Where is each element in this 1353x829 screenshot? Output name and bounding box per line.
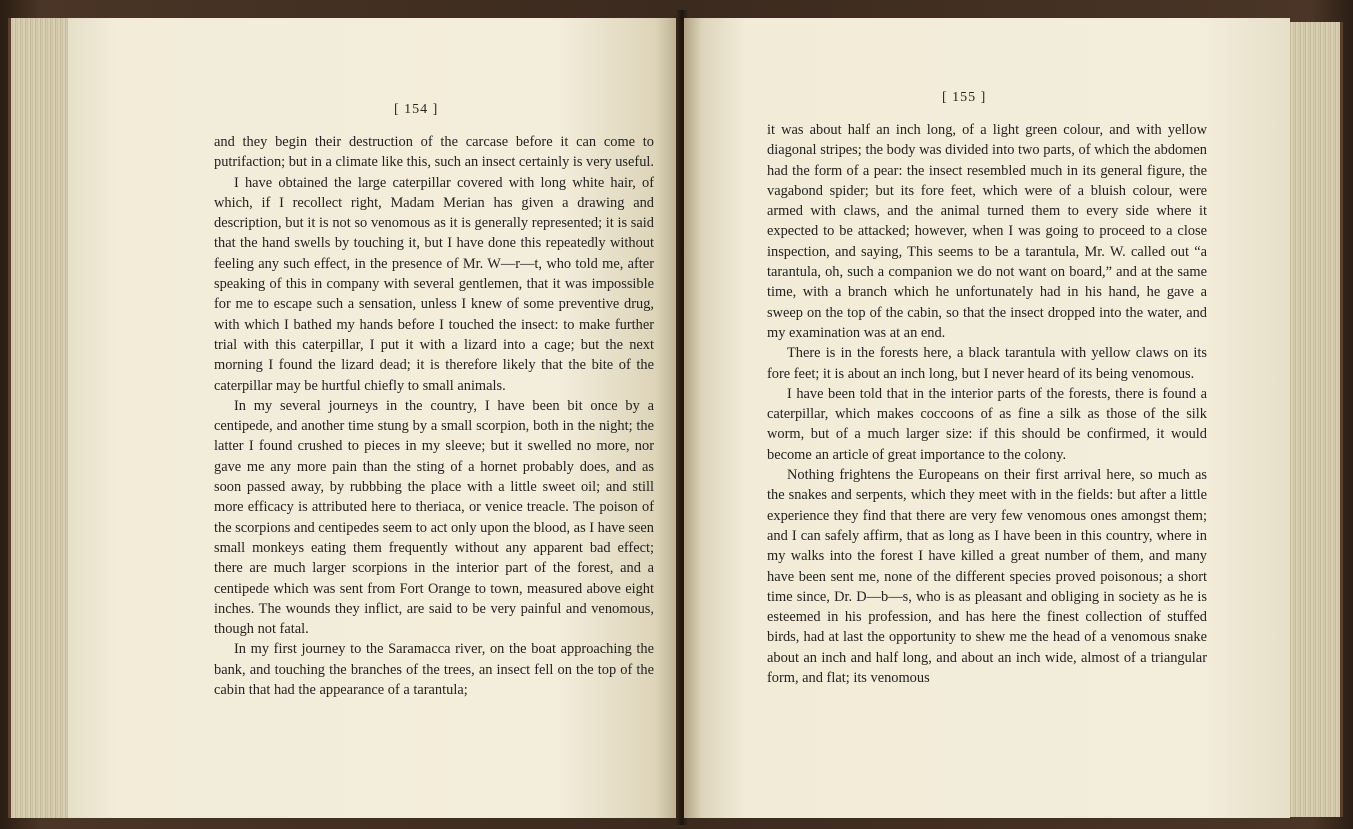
left-page-number: [ 154 ] <box>394 102 439 117</box>
left-paragraph-3: In my several journeys in the country, I have been bit once by a centipede, and another time stung by a small scorpion, both in the night; the latter I found crushed to pieces in my sleeve; but it swelled no more, nor gave me any more pain than the sting of a hornet probably does, and as soon passed away, by rubbbing the place with a little sweet oil; and still more efficacy is attributed here to theriaca, or venice treacle. The poison of the scorpions and centipedes seem to act only upon the blood, as I have seen small monkeys eating them frequently without any apparent bad effect; there are much larger scorpions in the interior part of the forest, and a centipede which was sent from Fort Orange to town, measured above eight inches. The wounds they inflict, are said to be very painful and venomous, though not fatal. <box>214 397 654 638</box>
right-paragraph-4: Nothing frightens the Europeans on their first arrival here, so much as the snakes and serpents, which they meet with in the fields: but after a little experience they find that there are very few venomous ones amongst them; and I can safely affirm, that as long as I have been in this country, where in my walks into the forest I have killed a great number of them, and many have been sent me, none of the different species proved poisonous; a short time since, Dr. D—b—s, who is as pleasant and obliging in society as he is esteemed in his profession, and has here the finest collection of stuffed birds, had at last the opportunity to shew me the head of a venomous snake about an inch and half long, and about an inch wide, almost of a triangular form, and flat; its venomous <box>767 467 1207 687</box>
right-page-stack-edge <box>1285 22 1343 817</box>
right-paragraph-2: There is in the forests here, a black tarantula with yellow claws on its fore feet; it is about an inch long, but I never heard of its being venomous. <box>767 345 1207 382</box>
right-paragraph-3: I have been told that in the interior parts of the forests, there is found a caterpillar, which makes coccoons of as fine a silk as those of the silk worm, but of a much larger size: if this should be confirmed, it would become an article of great importance to the colony. <box>767 385 1207 463</box>
left-page <box>68 18 680 818</box>
right-page-text <box>767 120 1207 688</box>
right-page <box>684 18 1290 818</box>
left-paragraph-1: and they begin their destruction of the carcase before it can come to putrifaction; but in a climate like this, such an insect certainly is very useful. <box>214 134 654 171</box>
left-page-text <box>214 132 654 700</box>
left-paragraph-2: I have obtained the large caterpillar covered with long white hair, of which, if I recollect right, Madam Merian has given a drawing and description, but it is not so venomous as it is generally represented; it is said that the hand swells by touching it, but I have done this repeatedly without feeling any such effect, in the presence of Mr. W—r—t, who told me, after speaking of this in company with several gentlemen, that it was impossible for me to escape such a sensation, unless I knew of some preventive drug, with which I bathed my hands before I touched the insect: to make further trial with this caterpillar, I put it with a lizard into a cage; but the next morning I found the lizard dead; it is therefore likely that the bite of the caterpillar may be hurtful chiefly to small animals. <box>214 174 654 394</box>
left-page-stack-edge <box>8 18 71 818</box>
right-paragraph-1: it was about half an inch long, of a light green colour, and with yellow diagonal stripes; the body was divided into two parts, of which the abdomen had the form of a pear: the insect resembled much in its general figure, the vagabond spider; but its fore feet, which were of a bluish colour, were armed with claws, and the animal turned them to every side where it expected to be attacked; however, when I was going to proceed to a close inspection, and saying, This seems to be a tarantula, Mr. W. called out “a tarantula, oh, such a companion we do not want on board,” and at the same time, with a branch which he unfortunately had in his hand, he gave a sweep on the top of the cabin, so that the insect dropped into the water, and my examination was at an end. <box>767 122 1207 341</box>
left-paragraph-4: In my first journey to the Saramacca river, on the boat approaching the bank, and touching the branches of the trees, an insect fell on the top of the cabin that had the appearance of a tarantula; <box>214 641 654 699</box>
right-page-number: [ 155 ] <box>942 90 987 105</box>
